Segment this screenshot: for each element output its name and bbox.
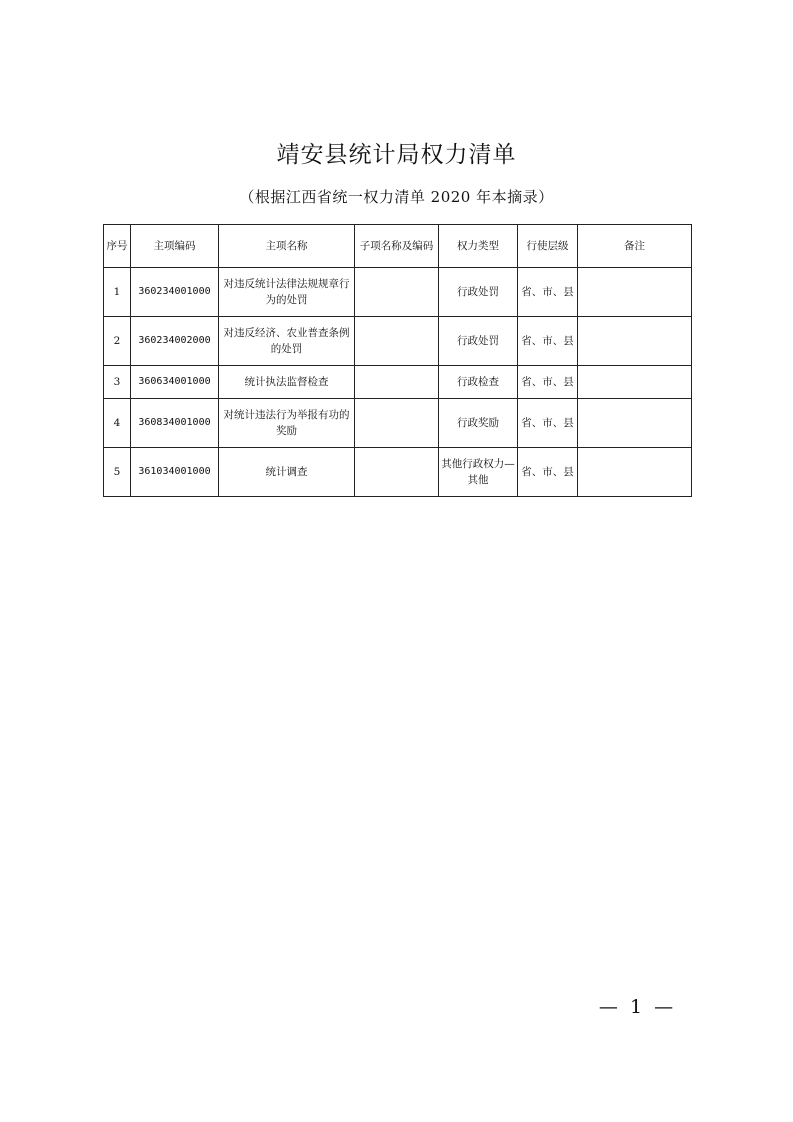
table-row xyxy=(104,317,692,366)
main-item-name-cell: 对违反经济、农业普查条例的处罚 xyxy=(219,317,355,366)
power-type-cell: 其他行政权力—其他 xyxy=(439,448,518,497)
power-type-cell: 行政处罚 xyxy=(439,268,518,317)
main-item-name-cell: 对统计违法行为举报有功的奖励 xyxy=(219,399,355,448)
main-item-code-cell: 361034001000 xyxy=(131,448,219,497)
remarks-cell xyxy=(578,317,692,366)
power-type-cell: 行政处罚 xyxy=(439,317,518,366)
table-row xyxy=(104,366,692,399)
exercise-level-cell: 省、市、县 xyxy=(518,399,578,448)
sub-item-cell xyxy=(355,448,439,497)
exercise-level-cell: 省、市、县 xyxy=(518,317,578,366)
document-subtitle: （根据江西省统一权力清单 2020 年本摘录） xyxy=(239,188,554,206)
main-item-code-cell: 360234001000 xyxy=(131,268,219,317)
table-row xyxy=(104,448,692,497)
exercise-level-cell: 省、市、县 xyxy=(518,268,578,317)
serial-number-cell: 4 xyxy=(104,399,131,448)
sub-item-cell xyxy=(355,268,439,317)
sub-item-cell xyxy=(355,366,439,399)
page-number: — 1 — xyxy=(598,996,674,1018)
serial-number-cell: 5 xyxy=(104,448,131,497)
table-row xyxy=(104,399,692,448)
sub-item-cell xyxy=(355,399,439,448)
table-header-row xyxy=(104,225,692,268)
main-item-name-cell: 统计调查 xyxy=(219,448,355,497)
sub-item-cell xyxy=(355,317,439,366)
power-list-table xyxy=(103,224,692,497)
header-sub-item-name-code: 子项名称及编码 xyxy=(355,225,439,268)
main-item-code-cell: 360634001000 xyxy=(131,366,219,399)
document-title: 靖安县统计局权力清单 xyxy=(276,142,517,168)
remarks-cell xyxy=(578,399,692,448)
main-item-name-cell: 对违反统计法律法规规章行为的处罚 xyxy=(219,268,355,317)
header-main-item-code: 主项编码 xyxy=(131,225,219,268)
power-type-cell: 行政奖励 xyxy=(439,399,518,448)
header-remarks: 备注 xyxy=(578,225,692,268)
header-serial-number: 序号 xyxy=(104,225,131,268)
main-item-code-cell: 360834001000 xyxy=(131,399,219,448)
exercise-level-cell: 省、市、县 xyxy=(518,366,578,399)
header-power-type: 权力类型 xyxy=(439,225,518,268)
serial-number-cell: 1 xyxy=(104,268,131,317)
exercise-level-cell: 省、市、县 xyxy=(518,448,578,497)
header-exercise-level: 行使层级 xyxy=(518,225,578,268)
main-item-name-cell: 统计执法监督检查 xyxy=(219,366,355,399)
serial-number-cell: 3 xyxy=(104,366,131,399)
remarks-cell xyxy=(578,448,692,497)
remarks-cell xyxy=(578,268,692,317)
remarks-cell xyxy=(578,366,692,399)
main-item-code-cell: 360234002000 xyxy=(131,317,219,366)
header-main-item-name: 主项名称 xyxy=(219,225,355,268)
table-row xyxy=(104,268,692,317)
serial-number-cell: 2 xyxy=(104,317,131,366)
power-type-cell: 行政检查 xyxy=(439,366,518,399)
